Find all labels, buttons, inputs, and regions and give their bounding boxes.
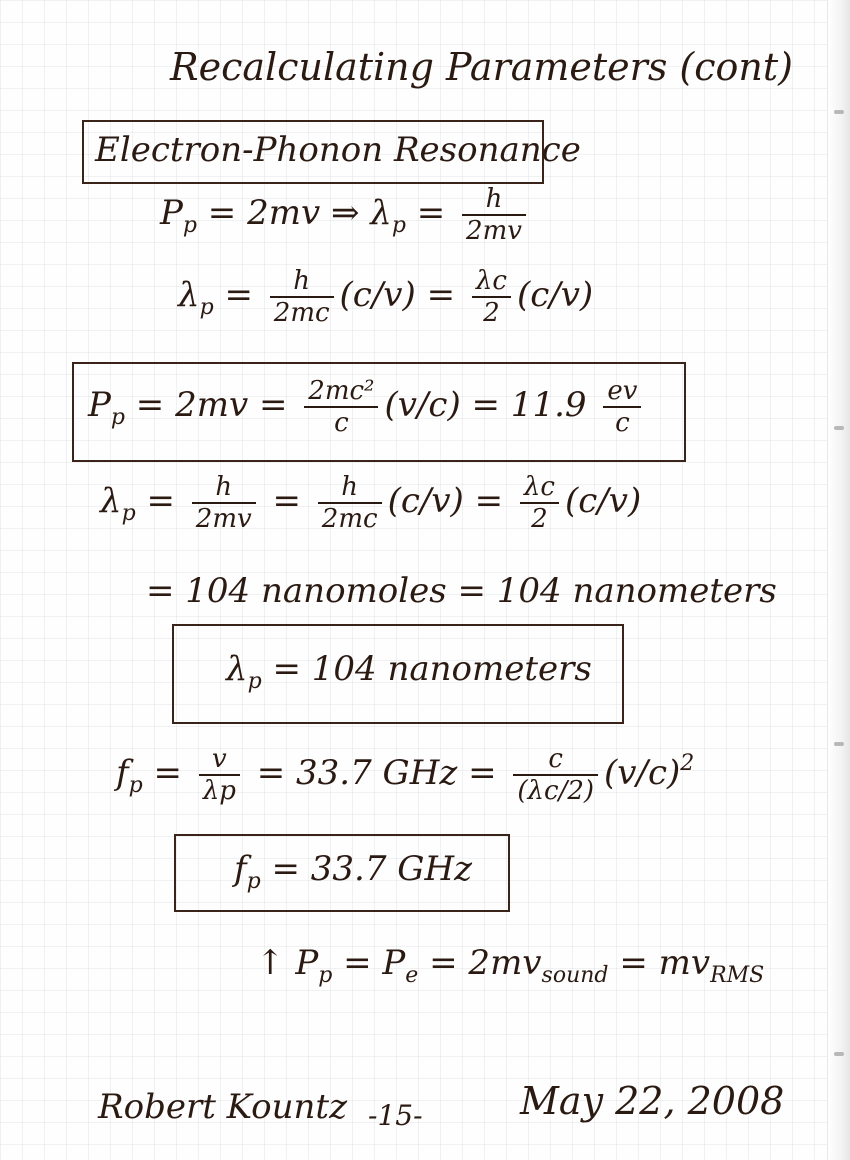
binding-hole — [834, 742, 844, 746]
equation-wavelength-expanded: $\lambda_p$ = $\frac{h}{2mv}$ = $\frac{h}{2mc}$ (c/v) = $\frac{\lambda c}{2}$ (c/v) — [100, 472, 642, 534]
binding-hole — [834, 1052, 844, 1056]
page-title: Recalculating Parameters (cont) — [170, 45, 793, 89]
equation-wavelength-value: = 104 nanomoles = 104 nanometers — [146, 571, 777, 611]
binding-hole — [834, 110, 844, 114]
equation-wavelength: $\lambda_p$ = $\frac{h}{2mc}$ (c/v) = $\frac{\lambda c}{2}$ (c/v) — [178, 266, 594, 328]
equation-momentum-result: $P_p = 2mv$ = $\frac{\text{2mc²}}{c}$ (v/c) = 11.9 $\frac{ev}{c}$ — [88, 378, 647, 436]
date: May 22, 2008 — [520, 1079, 785, 1123]
equation-momentum-equality: ↑ $P_p = P_e = 2mv_{sound} = mv_{RMS}$ — [256, 943, 765, 988]
equation-frequency: $f_p$ = $\frac{v}{\lambda p}$ = 33.7 GHz = $\frac{c}{(\lambda c/2)}$ $(v/c)^2$ — [116, 744, 695, 806]
spiral-binding — [827, 0, 850, 1160]
equation-wavelength-result: $\lambda_p = 104$ nanometers — [226, 649, 592, 694]
arrow-up-icon: ↑ — [256, 943, 285, 983]
section-heading: Electron-Phonon Resonance — [95, 130, 581, 170]
binding-hole — [834, 426, 844, 430]
page-number: -15- — [368, 1099, 423, 1132]
equation-momentum: $P_p = 2mv$ ⇒ $\lambda_p$ = $\frac{h}{2mv}$ — [160, 186, 532, 244]
author-signature: Robert Kountz — [98, 1087, 348, 1127]
equation-frequency-result: $f_p = 33.7$ GHz — [234, 849, 473, 894]
